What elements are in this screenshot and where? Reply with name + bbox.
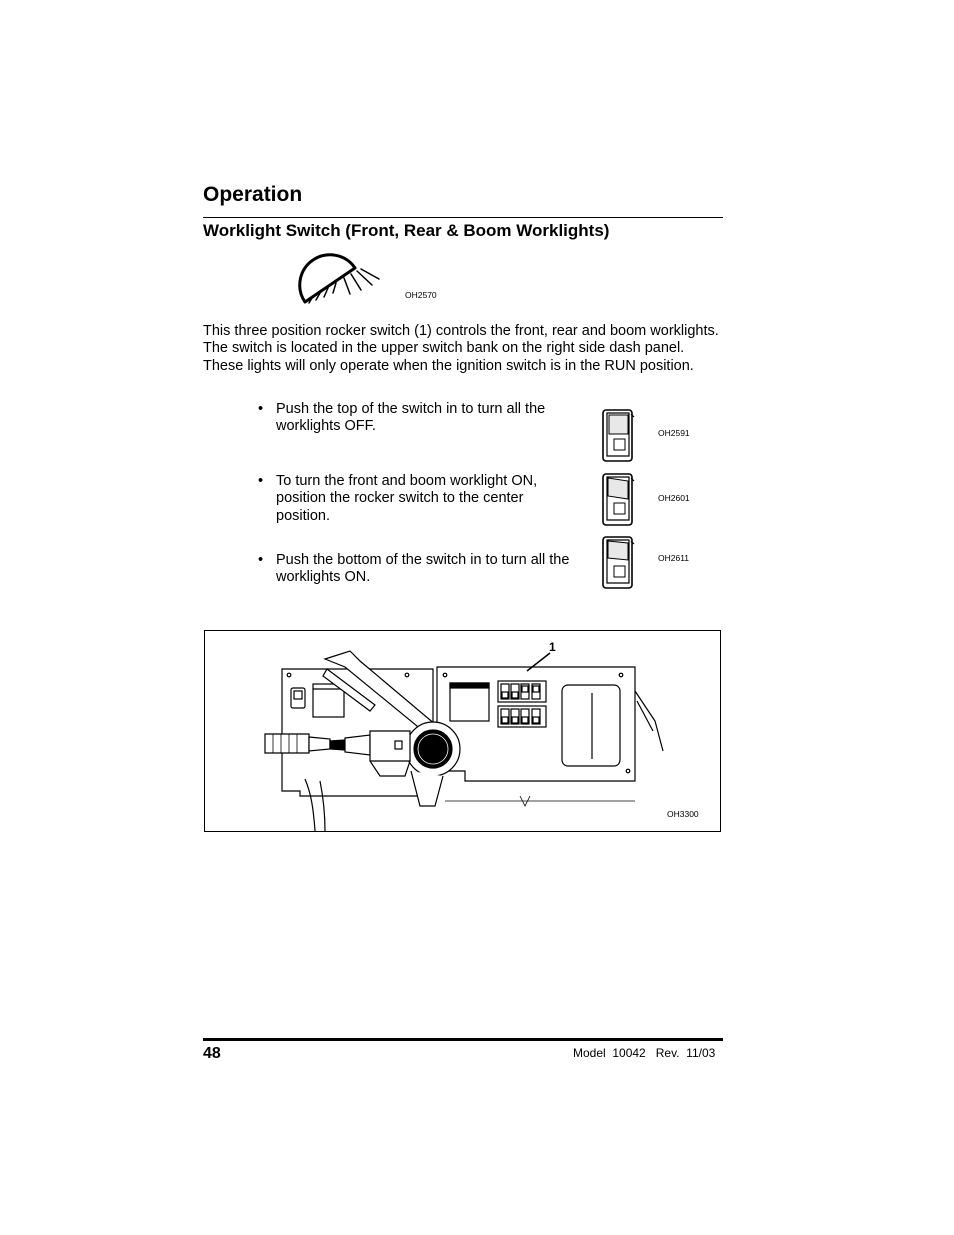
bullet-marker: •: [258, 401, 264, 417]
bullet-text-off: Push the top of the switch in to turn all the worklights OFF.: [276, 401, 546, 435]
bullet-text-on: Push the bottom of the switch in to turn all the worklights ON.: [276, 552, 570, 586]
body-paragraph: This three position rocker switch (1) controls the front, rear and boom worklights. The switch is located in the upper switch bank on the right side dash panel. These lights will only operate when the ignition switch is in the RUN position.: [203, 323, 719, 374]
callout-1: 1: [549, 640, 556, 654]
dash-panel-figure: [204, 630, 721, 832]
section-title: Operation: [203, 183, 303, 206]
switch-figure-id: OH2611: [658, 553, 690, 563]
footer-rule: [203, 1038, 723, 1041]
page-subtitle: Worklight Switch (Front, Rear & Boom Worklights): [203, 221, 610, 240]
rocker-switch-top-icon: [601, 408, 635, 464]
rocker-switch-bottom-icon: [601, 535, 635, 591]
switch-figure-id: OH2591: [658, 428, 690, 438]
bullet-marker: •: [258, 552, 264, 568]
page-number: 48: [203, 1045, 221, 1062]
header-rule: [203, 217, 723, 218]
bullet-text-center: To turn the front and boom worklight ON, position the rocker switch to the center position.: [276, 473, 538, 524]
worklight-icon: [295, 250, 385, 306]
bullet-marker: •: [258, 473, 264, 489]
rocker-switch-center-icon: [601, 472, 635, 528]
dash-panel-illustration: [205, 631, 720, 831]
icon-figure-id: OH2570: [405, 290, 437, 300]
model-revision: Model 10042 Rev. 11/03: [573, 1046, 716, 1060]
dash-figure-id: OH3300: [667, 809, 699, 819]
switch-figure-id: OH2601: [658, 493, 690, 503]
